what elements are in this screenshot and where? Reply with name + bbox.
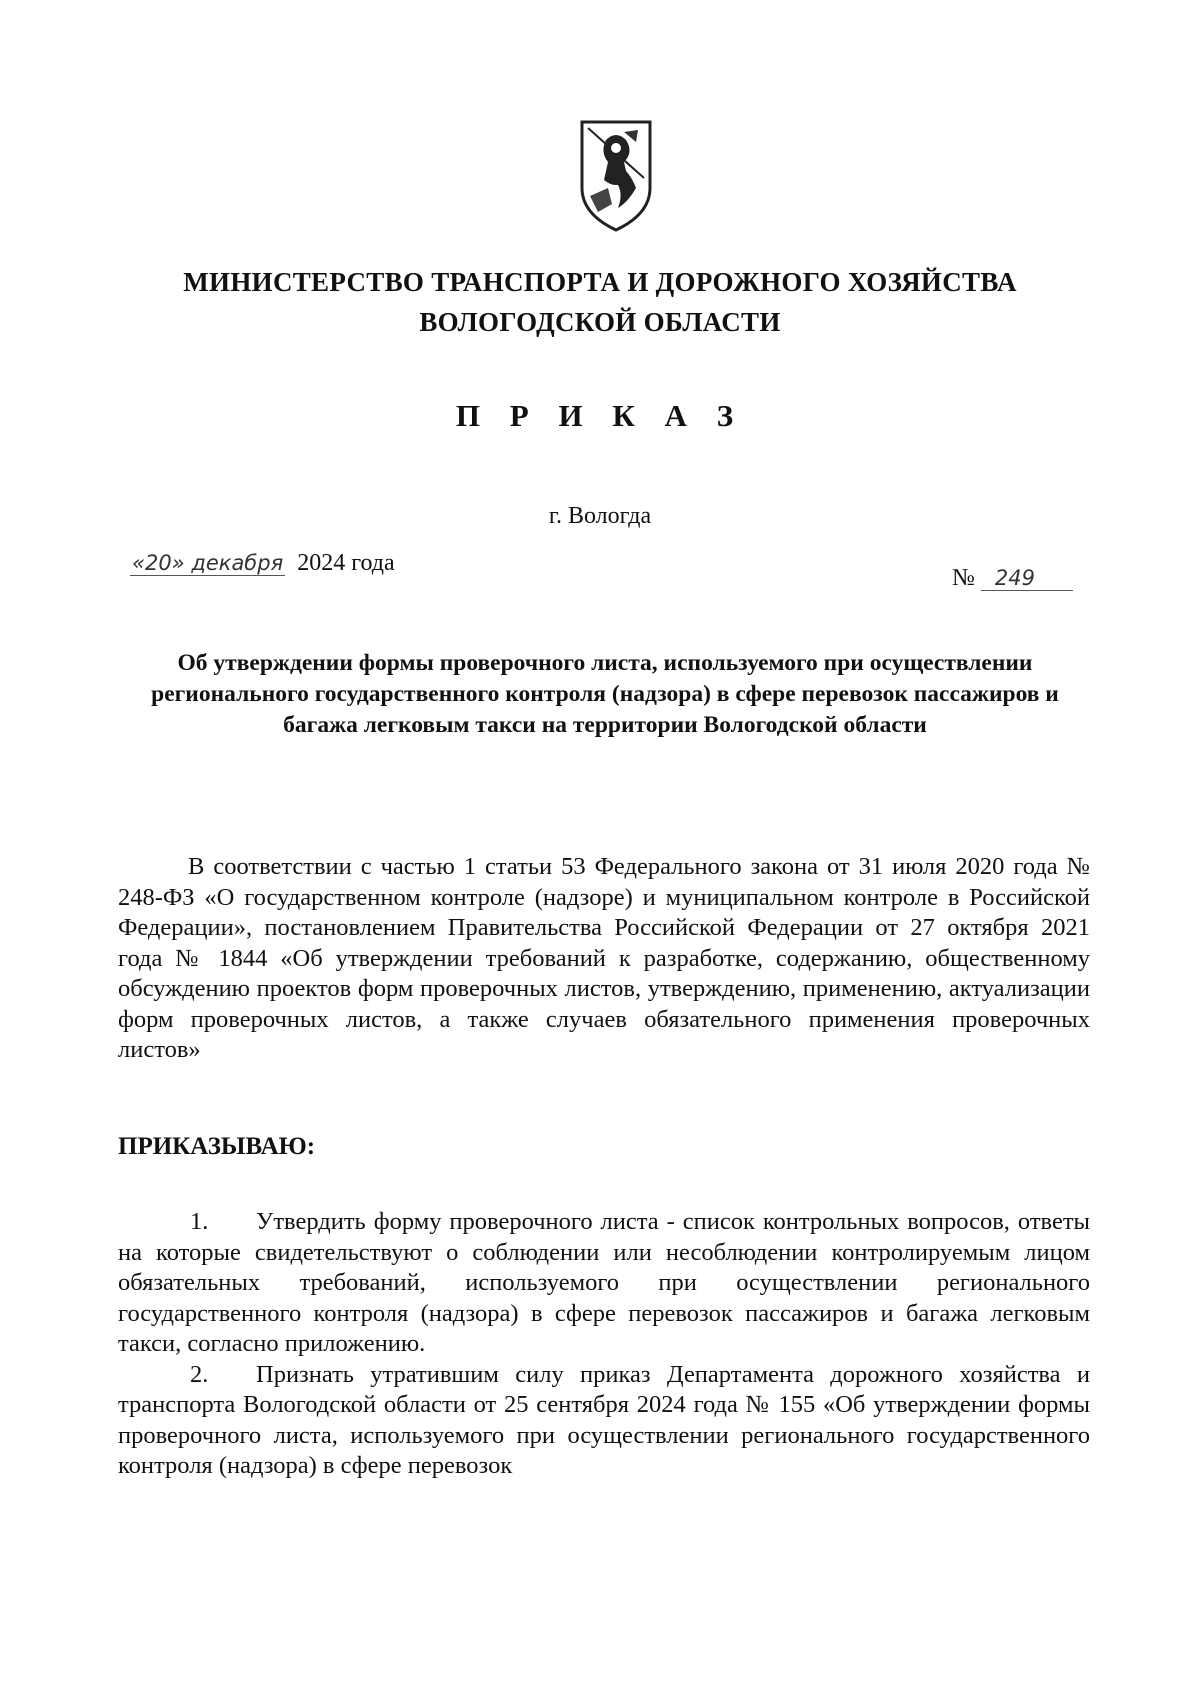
- item-number: 2.: [190, 1360, 209, 1388]
- city-label: г. Вологда: [548, 503, 652, 529]
- ministry-name-line2: ВОЛОГОДСКОЙ ОБЛАСТИ: [419, 307, 781, 337]
- handwritten-number: 249: [981, 566, 1073, 591]
- ministry-name: [120, 262, 1080, 342]
- order-item-1: [118, 1207, 1090, 1360]
- order-date: [130, 550, 395, 577]
- item-number: 1.: [190, 1208, 209, 1235]
- order-item-2: [118, 1360, 1090, 1482]
- preamble-paragraph: В соответствии с частью 1 статьи 53 Федерального закона от 31 июля 2020 года № 248-ФЗ «О государственном контроле (надзоре) и муниципальном контроле в Российской Федерации», постановлением Правительства Российской Федерации от 27 октября 2021 года № 1844 «Об утверждении требований к разработке, содержанию, общественному обсуждению проектов форм проверочных листов, утверждению, применению, актуализации форм проверочных листов, а также случаев обязательного применения проверочных листов»: [118, 853, 1090, 1063]
- order-subject-heading: Об утверждении формы проверочного листа, используемого при осуществлении регионального государственного контроля (надзора) в сфере перевозок пассажиров и багажа легковым такси на территории Вологодской области: [151, 650, 1059, 738]
- order-items-list: [118, 1207, 1090, 1482]
- ministry-name-line1: МИНИСТЕРСТВО ТРАНСПОРТА И ДОРОЖНОГО ХОЗЯЙСТВА: [183, 267, 1017, 297]
- item-text: Утвердить форму проверочного листа - список контрольных вопросов, ответы на которые свидетельствуют о соблюдении или несоблюдении контролируемым лицом обязательных требований, используемого при осуществлении регионального государственного контроля (надзора) в сфере перевозок пассажиров и багажа легковым такси, согласно приложению.: [118, 1208, 1090, 1357]
- document-type-title: П Р И К А З: [455, 398, 745, 433]
- number-label: №: [952, 565, 975, 591]
- handwritten-date: «20» декабря: [132, 551, 284, 575]
- order-year: 2024 года: [297, 550, 395, 576]
- directive-heading: ПРИКАЗЫВАЮ:: [118, 1133, 316, 1160]
- order-number: [952, 565, 1073, 592]
- coat-of-arms-emblem: [578, 118, 654, 234]
- item-text: Признать утратившим силу приказ Департамента дорожного хозяйства и транспорта Вологодской области от 25 сентября 2024 года № 155 «Об утверждении формы проверочного листа, используемого при осуществлении регионального государственного контроля (надзора) в сфере перевозок: [118, 1360, 1090, 1479]
